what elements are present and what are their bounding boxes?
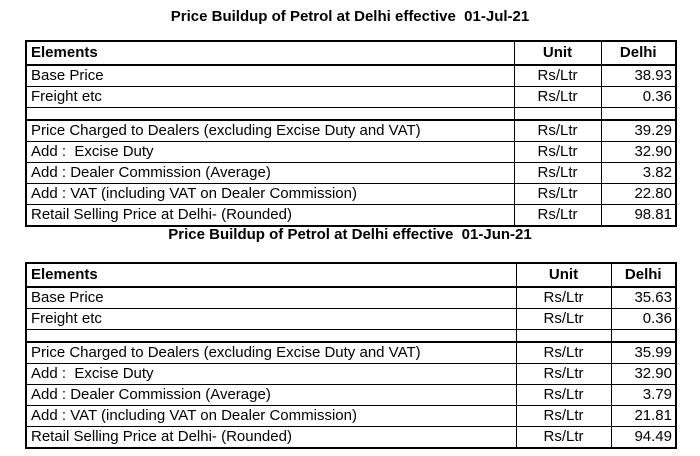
cell-unit — [516, 330, 611, 342]
table-title-jul: Price Buildup of Petrol at Delhi effective 01-Jul-21 — [170, 8, 530, 25]
cell-unit: Rs/Ltr — [514, 141, 601, 162]
cell-element: Retail Selling Price at Delhi- (Rounded) — [26, 426, 516, 448]
header-elements: Elements — [26, 263, 516, 287]
cell-unit: Rs/Ltr — [514, 87, 601, 108]
table-title-jun: Price Buildup of Petrol at Delhi effective 01-Jun-21 — [168, 226, 532, 243]
cell-value — [611, 330, 676, 342]
cell-element — [26, 108, 514, 120]
table-row — [26, 204, 676, 226]
cell-value: 0.36 — [611, 309, 676, 330]
cell-element: Add : Excise Duty — [26, 363, 516, 384]
cell-element: Retail Selling Price at Delhi- (Rounded) — [26, 204, 514, 226]
table-row — [26, 287, 676, 309]
table-row — [26, 405, 676, 426]
table-row — [26, 363, 676, 384]
cell-element: Freight etc — [26, 87, 514, 108]
cell-value: 22.80 — [601, 183, 676, 204]
header-elements: Elements — [26, 41, 514, 65]
table-row — [26, 426, 676, 448]
cell-value: 0.36 — [601, 87, 676, 108]
cell-unit: Rs/Ltr — [516, 342, 611, 364]
cell-element: Add : Excise Duty — [26, 141, 514, 162]
cell-value: 32.90 — [611, 363, 676, 384]
cell-unit: Rs/Ltr — [514, 204, 601, 226]
cell-unit: Rs/Ltr — [516, 426, 611, 448]
cell-unit: Rs/Ltr — [516, 384, 611, 405]
header-row — [26, 41, 676, 65]
header-unit: Unit — [516, 263, 611, 287]
table-row — [26, 87, 676, 108]
cell-unit: Rs/Ltr — [514, 183, 601, 204]
cell-unit: Rs/Ltr — [516, 363, 611, 384]
cell-value: 21.81 — [611, 405, 676, 426]
cell-value: 35.99 — [611, 342, 676, 364]
cell-unit: Rs/Ltr — [516, 287, 611, 309]
cell-value: 98.81 — [601, 204, 676, 226]
cell-element: Freight etc — [26, 309, 516, 330]
table-row — [26, 120, 676, 142]
cell-element: Add : Dealer Commission (Average) — [26, 384, 516, 405]
cell-unit: Rs/Ltr — [514, 162, 601, 183]
header-row — [26, 263, 676, 287]
table-row — [26, 141, 676, 162]
price-table-jun — [25, 262, 677, 449]
table-row — [26, 309, 676, 330]
cell-element: Add : VAT (including VAT on Dealer Commission) — [26, 183, 514, 204]
cell-unit: Rs/Ltr — [516, 309, 611, 330]
header-delhi: Delhi — [611, 263, 676, 287]
spacer-row — [26, 330, 676, 342]
table-row — [26, 183, 676, 204]
spacer-row — [26, 108, 676, 120]
table-row — [26, 342, 676, 364]
table-row — [26, 162, 676, 183]
cell-unit — [514, 108, 601, 120]
cell-unit: Rs/Ltr — [516, 405, 611, 426]
price-table-jul — [25, 40, 677, 227]
cell-element: Add : Dealer Commission (Average) — [26, 162, 514, 183]
cell-element: Base Price — [26, 65, 514, 87]
cell-value: 32.90 — [601, 141, 676, 162]
cell-value — [601, 108, 676, 120]
table-row — [26, 384, 676, 405]
cell-value: 3.82 — [601, 162, 676, 183]
cell-value: 3.79 — [611, 384, 676, 405]
cell-element: Add : VAT (including VAT on Dealer Commission) — [26, 405, 516, 426]
header-delhi: Delhi — [601, 41, 676, 65]
cell-unit: Rs/Ltr — [514, 120, 601, 142]
cell-value: 94.49 — [611, 426, 676, 448]
cell-value: 35.63 — [611, 287, 676, 309]
table-row — [26, 65, 676, 87]
cell-element: Base Price — [26, 287, 516, 309]
cell-unit: Rs/Ltr — [514, 65, 601, 87]
cell-value: 39.29 — [601, 120, 676, 142]
cell-element: Price Charged to Dealers (excluding Excise Duty and VAT) — [26, 120, 514, 142]
cell-value: 38.93 — [601, 65, 676, 87]
cell-element: Price Charged to Dealers (excluding Excise Duty and VAT) — [26, 342, 516, 364]
cell-element — [26, 330, 516, 342]
header-unit: Unit — [514, 41, 601, 65]
